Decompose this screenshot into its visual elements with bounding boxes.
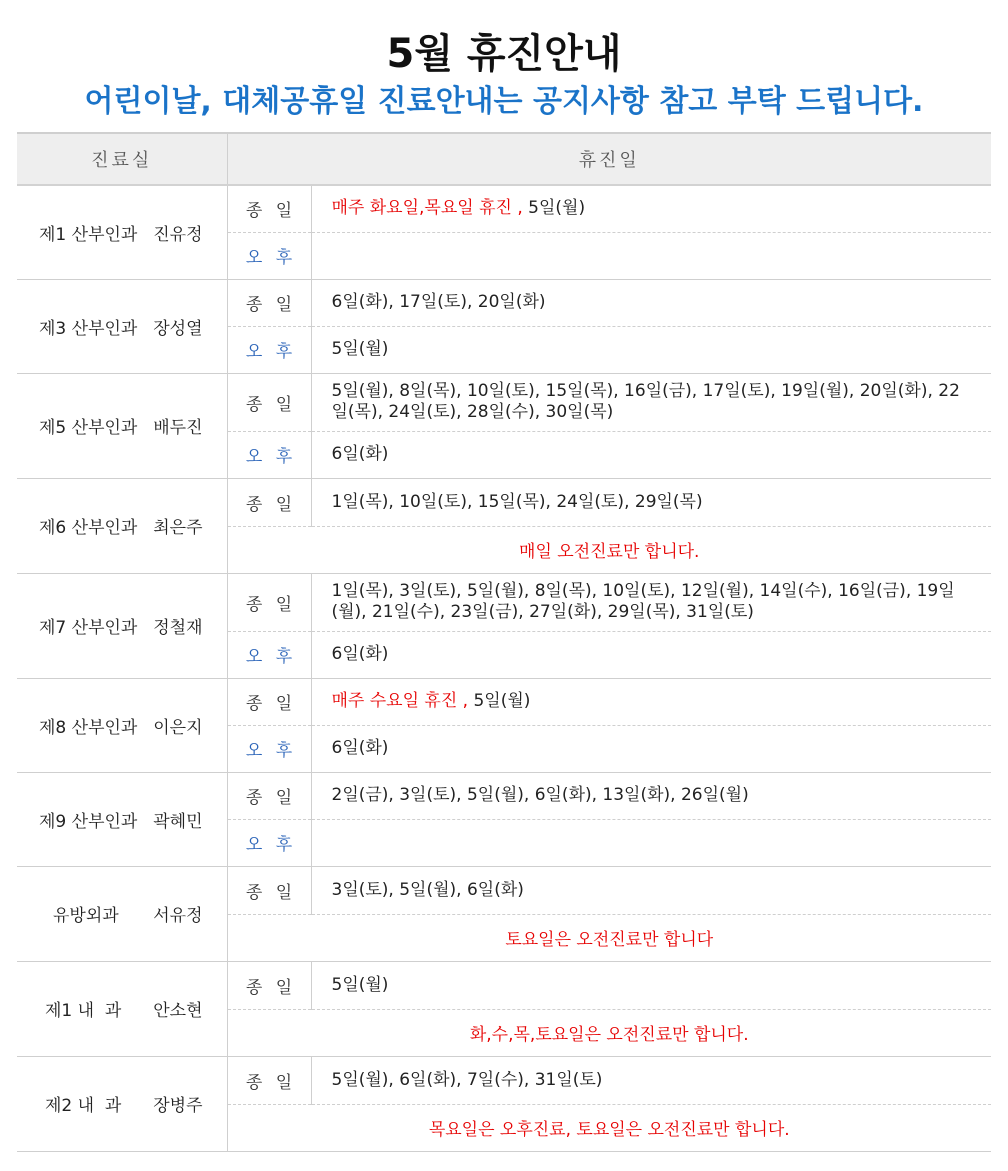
full-day-dates: 5일(월), 6일(화), 7일(수), 31일(토) [311,1056,991,1104]
doctor-name: 서유정 [153,906,203,926]
table-row [17,573,991,631]
closure-dates: 5일(월) [468,691,531,711]
afternoon-dates [311,819,991,866]
full-day-dates: 6일(화), 17일(토), 20일(화) [311,279,991,326]
afternoon-label: 오 후 [227,326,311,373]
afternoon-dates: 5일(월) [311,326,991,373]
doctor-name: 안소현 [153,1001,203,1021]
column-header-room: 진료실 [17,133,227,185]
page-subtitle: 어린이날, 대체공휴일 진료안내는 공지사항 참고 부탁 드립니다. [84,84,924,119]
clinic-note: 매일 오전진료만 합니다. [227,526,991,573]
room-cell [17,185,227,279]
doctor-name: 장성열 [153,318,203,339]
doctor-name: 곽혜민 [153,811,203,832]
full-day-dates: 5일(월) [311,961,991,1009]
full-day-label: 종 일 [227,373,311,431]
table-row [17,478,991,526]
table-row [17,678,991,725]
room-cell [17,573,227,678]
full-day-label: 종 일 [227,185,311,232]
room-cell [17,478,227,573]
room-cell [17,678,227,772]
room-cell [17,772,227,866]
weekly-closure-note: 매주 화요일,목요일 휴진 , [331,198,523,219]
department-name: 제2 내 과 [45,1096,122,1116]
afternoon-label: 오 후 [227,725,311,772]
full-day-dates: 3일(토), 5일(월), 6일(화) [311,866,991,914]
afternoon-dates: 6일(화) [311,631,991,678]
page-title: 5월 휴진안내 [386,31,622,77]
full-day-label: 종 일 [227,478,311,526]
doctor-name: 최은주 [153,518,203,538]
room-cell [17,866,227,961]
afternoon-label: 오 후 [227,431,311,478]
table-row [17,866,991,914]
room-cell [17,961,227,1056]
clinic-note: 목요일은 오후진료, 토요일은 오전진료만 합니다. [227,1104,991,1151]
table-row [17,185,991,232]
department-name: 제8 산부인과 [39,717,138,738]
closure-table [17,132,991,1152]
department-name: 제7 산부인과 [39,618,138,638]
afternoon-dates: 6일(화) [311,431,991,478]
room-cell [17,279,227,373]
department-name: 제5 산부인과 [39,418,138,438]
weekly-closure-note: 매주 수요일 휴진 , [331,691,469,711]
full-day-label: 종 일 [227,961,311,1009]
full-day-dates: 2일(금), 3일(토), 5일(월), 6일(화), 13일(화), 26일(월) [311,772,991,819]
column-header-closed-days: 휴진일 [227,133,991,185]
table-row [17,772,991,819]
table-row [17,1056,991,1104]
afternoon-label: 오 후 [227,232,311,279]
table-row [17,961,991,1009]
table-row [17,373,991,431]
full-day-dates [311,185,991,232]
full-day-dates: 1일(목), 3일(토), 5일(월), 8일(목), 10일(토), 12일(월), 14일(수), 16일(금), 19일(월), 21일(수), 23일(금), 27일(화), 29일(목), 31일(토) [311,573,991,631]
doctor-name: 이은지 [153,717,203,738]
doctor-name: 장병주 [153,1096,203,1116]
department-name: 제3 산부인과 [39,318,138,339]
table-header-row [17,133,991,185]
doctor-name: 배두진 [153,418,203,438]
full-day-label: 종 일 [227,1056,311,1104]
full-day-label: 종 일 [227,573,311,631]
afternoon-dates: 6일(화) [311,725,991,772]
department-name: 제6 산부인과 [39,518,138,538]
afternoon-label: 오 후 [227,631,311,678]
closure-dates: 5일(월) [522,198,586,219]
afternoon-label: 오 후 [227,819,311,866]
full-day-label: 종 일 [227,772,311,819]
clinic-note: 화,수,목,토요일은 오전진료만 합니다. [227,1009,991,1056]
department-name: 제1 내 과 [45,1001,122,1021]
doctor-name: 정철재 [153,618,203,638]
afternoon-dates [311,232,991,279]
department-name: 제9 산부인과 [39,811,138,832]
full-day-dates [311,678,991,725]
full-day-dates: 1일(목), 10일(토), 15일(목), 24일(토), 29일(목) [311,478,991,526]
department-name: 유방외과 [53,906,119,926]
room-cell [17,1056,227,1151]
doctor-name: 진유정 [153,224,203,245]
full-day-dates: 5일(월), 8일(목), 10일(토), 15일(목), 16일(금), 17일(토), 19일(월), 20일(화), 22일(목), 24일(토), 28일(수), 30일(목) [311,373,991,431]
table-row [17,279,991,326]
full-day-label: 종 일 [227,866,311,914]
room-cell [17,373,227,478]
clinic-note: 토요일은 오전진료만 합니다 [227,914,991,961]
full-day-label: 종 일 [227,279,311,326]
department-name: 제1 산부인과 [39,224,138,245]
full-day-label: 종 일 [227,678,311,725]
